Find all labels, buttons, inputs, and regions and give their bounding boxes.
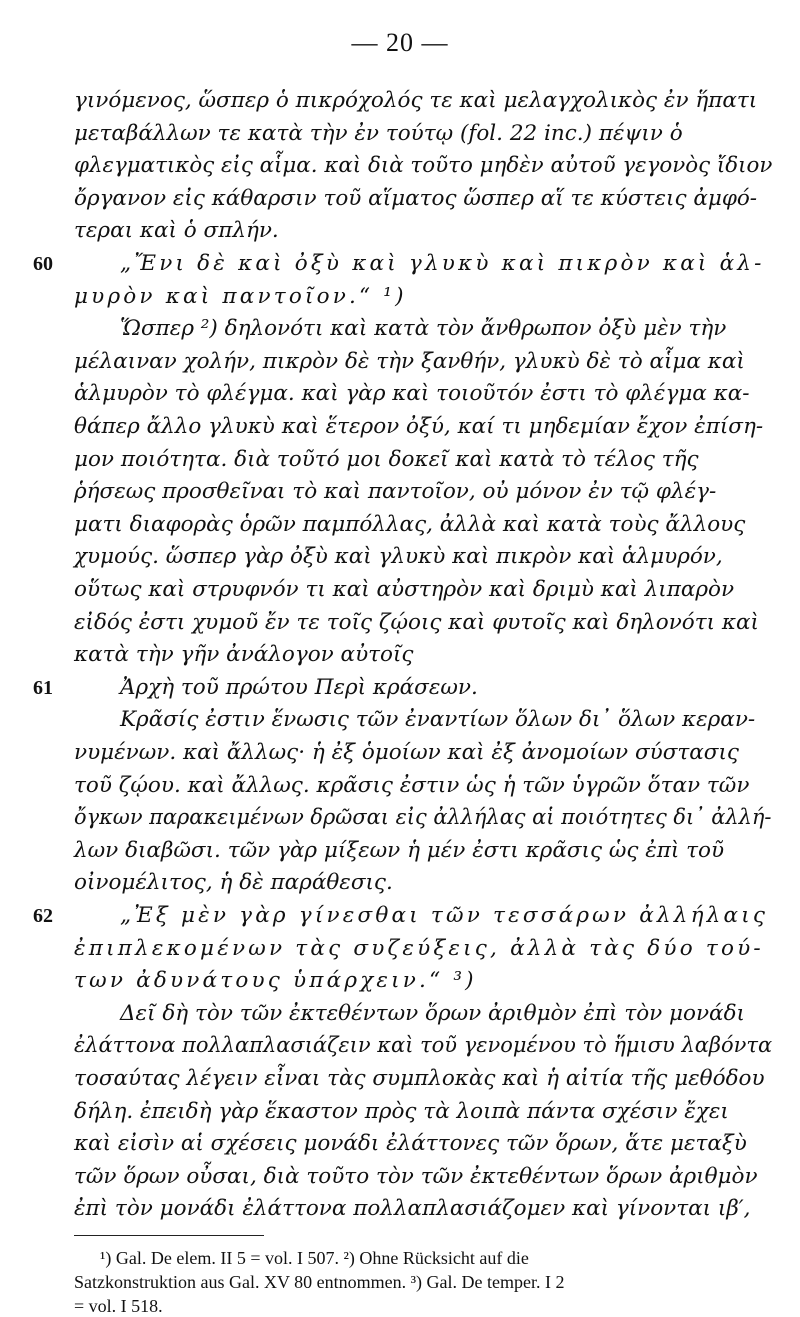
text-line: δήλη. ἐπειδὴ γὰρ ἕκαστον πρὸς τὰ λοιπὰ πάντα σχέσιν ἔχει xyxy=(74,1099,729,1124)
section-number-62: 62 xyxy=(33,905,53,927)
text-line: μέλαιναν χολήν, πικρὸν δὲ τὴν ξανθήν, γλυκὺ δὲ τὸ αἷμα καὶ xyxy=(74,349,745,374)
text-line: καὶ εἰσὶν αἱ σχέσεις μονάδι ἐλάττονες τῶν ὅρων, ἅτε μεταξὺ xyxy=(74,1131,747,1156)
text-line: ὄργανον εἰς κάθαρσιν τοῦ αἵματος ὥσπερ αἵ τε κύστεις ἀμφό- xyxy=(74,186,758,211)
footnote-line: = vol. I 518. xyxy=(74,1296,163,1316)
text-line: κατὰ τὴν γῆν ἀνάλογον αὐτοῖς xyxy=(74,642,414,667)
quoted-lemma-line: „Ἐξ μὲν γὰρ γίνεσθαι τῶν τεσσάρων ἀλλήλαις xyxy=(120,903,769,928)
section-number-60: 60 xyxy=(33,253,53,275)
text-line: θάπερ ἄλλο γλυκὺ καὶ ἕτερον ὀξύ, καί τι μηδεμίαν ἔχον ἐπίση- xyxy=(74,414,764,439)
text-line: Κρᾶσίς ἐστιν ἕνωσις τῶν ἐναντίων ὅλων δι᾽ ὅλων κεραν- xyxy=(120,707,756,732)
text-line: ἐπὶ τὸν μονάδι ἐλάττονα πολλαπλασιάζομεν καὶ γίνονται ιβ′, xyxy=(74,1196,751,1221)
text-line: ἁλμυρὸν τὸ φλέγμα. καὶ γὰρ καὶ τοιοῦτόν ἐστι τὸ φλέγμα κα- xyxy=(74,381,750,406)
text-line: ματι διαφορὰς ὁρῶν παμπόλλας, ἀλλὰ καὶ κατὰ τοὺς ἄλλους xyxy=(74,512,746,537)
text-line: ὄγκων παρακειμένων δρῶσαι εἰς ἀλλήλας αἱ ποιότητες δι᾽ ἀλλή- xyxy=(74,805,772,830)
text-line: φλεγματικὸς εἰς αἷμα. καὶ διὰ τοῦτο μηδὲν αὐτοῦ γεγονὸς ἴδιον xyxy=(74,153,773,178)
text-line: οἰνομέλιτος, ἡ δὲ παράθεσις. xyxy=(74,870,393,895)
text-line: λων διαβῶσι. τῶν γὰρ μίξεων ἡ μέν ἐστι κρᾶσις ὡς ἐπὶ τοῦ xyxy=(74,838,725,863)
text-line: ἐλάττονα πολλαπλασιάζειν καὶ τοῦ γενομένου τὸ ἥμισυ λαβόντα xyxy=(74,1033,773,1058)
text-line: χυμούς. ὥσπερ γὰρ ὀξὺ καὶ γλυκὺ καὶ πικρὸν καὶ ἁλμυρόν, xyxy=(74,544,723,569)
text-line: εἰδός ἐστι χυμοῦ ἔν τε τοῖς ζῴοις καὶ φυτοῖς καὶ δηλονότι καὶ xyxy=(74,610,759,635)
quoted-lemma-line: μυρὸν καὶ παντοῖον.“ ¹) xyxy=(74,284,407,309)
text-line: μον ποιότητα. διὰ τοῦτό μοι δοκεῖ καὶ κατὰ τὸ τέλος τῆς xyxy=(74,447,699,472)
footnote-line: Satzkonstruktion aus Gal. XV 80 entnommen. ³) Gal. De temper. I 2 xyxy=(74,1272,565,1292)
text-line: οὕτως καὶ στρυφνόν τι καὶ αὐστηρὸν καὶ δριμὺ καὶ λιπαρὸν xyxy=(74,577,735,602)
quoted-lemma-line: „Ἔνι δὲ καὶ ὀξὺ καὶ γλυκὺ καὶ πικρὸν καὶ ἁλ- xyxy=(120,251,765,276)
text-line: μεταβάλλων τε κατὰ τὴν ἐν τούτῳ (fol. 22 inc.) πέψιν ὁ xyxy=(74,121,683,146)
text-line: τῶν ὅρων οὖσαι, διὰ τοῦτο τὸν τῶν ἐκτεθέντων ὅρων ἀριθμὸν xyxy=(74,1164,758,1189)
page-number: — 20 — xyxy=(351,28,449,57)
text-line: Ὥσπερ ²) δηλονότι καὶ κατὰ τὸν ἄνθρωπον ὀξὺ μὲν τὴν xyxy=(120,316,727,341)
section-heading: Ἀρχὴ τοῦ πρώτου Περὶ κράσεων. xyxy=(120,675,478,700)
quoted-lemma-line: των ἀδυνάτους ὑπάρχειν.“ ³) xyxy=(74,968,477,993)
footnote-rule xyxy=(74,1235,264,1236)
text-line: Δεῖ δὴ τὸν τῶν ἐκτεθέντων ὅρων ἀριθμὸν ἐπὶ τὸν μονάδι xyxy=(120,1001,745,1026)
footnote-line: ¹) Gal. De elem. II 5 = vol. I 507. ²) Ohne Rücksicht auf die xyxy=(100,1248,529,1268)
text-line: γινόμενος, ὥσπερ ὁ πικρόχολός τε καὶ μελαγχολικὸς ἐν ἥπατι xyxy=(74,88,758,113)
text-line: ῥήσεως προσθεῖναι τὸ καὶ παντοῖον, οὐ μόνον ἐν τῷ φλέγ- xyxy=(74,479,717,504)
section-number-61: 61 xyxy=(33,677,53,699)
quoted-lemma-line: ἐπιπλεκομένων τὰς συζεύξεις, ἀλλὰ τὰς δύο τού- xyxy=(74,936,764,961)
text-line: τοῦ ζῴου. καὶ ἄλλως. κρᾶσις ἐστιν ὡς ἡ τῶν ὑγρῶν ὅταν τῶν xyxy=(74,773,750,798)
text-line: νυμένων. καὶ ἄλλως· ἡ ἐξ ὁμοίων καὶ ἐξ ἀνομοίων σύστασις xyxy=(74,740,739,765)
text-line: τεραι καὶ ὁ σπλήν. xyxy=(74,218,279,243)
text-line: τοσαύτας λέγειν εἶναι τὰς συμπλοκὰς καὶ ἡ αἰτία τῆς μεθόδου xyxy=(74,1066,765,1091)
